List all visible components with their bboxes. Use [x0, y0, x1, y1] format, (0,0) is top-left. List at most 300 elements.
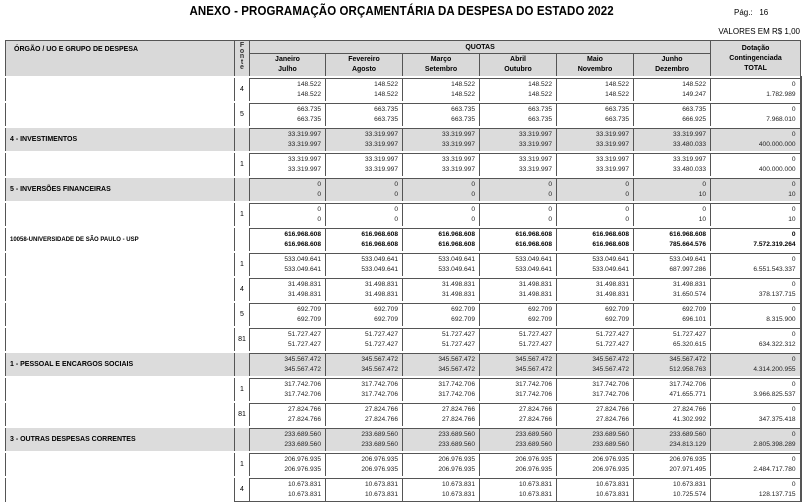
quota-value-second-half: 687.997.286: [669, 265, 707, 273]
quota-cell: [250, 327, 326, 352]
quota-value-first-half: 33.319.997: [287, 130, 321, 138]
quota-cell: [326, 477, 403, 502]
quota-cell: [326, 327, 403, 352]
fonte-row: [6, 452, 801, 477]
expense-group-row: [6, 352, 801, 377]
quota-value-first-half: 27.824.766: [441, 405, 475, 413]
quota-value-second-half: 10.725.574: [673, 490, 707, 498]
month-second-half: Agosto: [351, 66, 377, 73]
fonte-row: [6, 277, 801, 302]
quota-cell: [250, 427, 326, 452]
quota-value-second-half: 692.709: [605, 315, 629, 323]
row-label: [6, 102, 235, 127]
quota-value-second-half: 31.498.831: [518, 290, 552, 298]
fonte-code: 81: [235, 327, 250, 352]
page-number-value: 16: [759, 8, 769, 17]
quota-cell: [634, 352, 711, 377]
contingenciada-value: 0: [791, 305, 796, 313]
quota-cell: [634, 177, 711, 202]
quota-value-second-half: 51.727.427: [364, 340, 398, 348]
quota-value-second-half: 31.498.831: [364, 290, 398, 298]
total-cell: [711, 427, 801, 452]
quota-value-second-half: 33.319.997: [595, 140, 629, 148]
row-label: 1 - PESSOAL E ENCARGOS SOCIAIS: [6, 352, 235, 377]
row-label: [6, 302, 235, 327]
quota-value-second-half: 512.958.763: [669, 365, 707, 373]
fonte-letter: e: [240, 64, 244, 71]
quota-value-first-half: 10.673.831: [595, 480, 629, 488]
quota-value-second-half: 233.689.560: [361, 440, 398, 448]
quota-value-second-half: 148.522: [605, 90, 629, 98]
row-label: [6, 327, 235, 352]
quota-value-second-half: 33.319.997: [441, 140, 475, 148]
quota-cell: [634, 202, 711, 227]
quota-value-second-half: 317.742.706: [592, 390, 629, 398]
total-cell: [711, 127, 801, 152]
quota-value-second-half: 148.522: [297, 90, 321, 98]
quota-cell: [480, 427, 557, 452]
contingenciada-value: 0: [791, 80, 796, 88]
units-note: VALORES EM R$ 1,00: [718, 27, 800, 36]
quota-value-first-half: 33.319.997: [595, 130, 629, 138]
expense-group-row: [6, 427, 801, 452]
quota-value-first-half: 206.976.935: [592, 455, 629, 463]
quota-value-second-half: 10.673.831: [441, 490, 475, 498]
column-header-month: [480, 54, 557, 78]
column-header-month: [557, 54, 634, 78]
quota-value-first-half: 233.689.560: [515, 430, 552, 438]
quota-value-first-half: 33.319.997: [673, 155, 707, 163]
month-first-half: Fevereiro: [348, 56, 380, 63]
fonte-code: 1: [235, 252, 250, 277]
quota-cell: [480, 127, 557, 152]
quota-value-first-half: 533.049.641: [515, 255, 552, 263]
quota-value-first-half: 345.567.472: [361, 355, 398, 363]
quota-cell: [557, 427, 634, 452]
quota-cell: [250, 202, 326, 227]
quota-cell: [634, 127, 711, 152]
quota-value-second-half: 33.480.033: [673, 165, 707, 173]
quota-cell: [480, 77, 557, 102]
fonte-row: [6, 152, 801, 177]
total-value: 634.322.312: [758, 340, 796, 348]
total-cell: [711, 102, 801, 127]
quota-value-second-half: 345.567.472: [438, 365, 475, 373]
quota-value-second-half: 33.480.033: [673, 140, 707, 148]
quota-cell: [403, 352, 480, 377]
month-second-half: Julho: [278, 66, 297, 73]
quota-value-first-half: 27.824.766: [364, 405, 398, 413]
quota-value-second-half: 206.976.935: [515, 465, 552, 473]
quota-cell: [557, 452, 634, 477]
quota-cell: [250, 77, 326, 102]
quota-value-first-half: 33.319.997: [595, 155, 629, 163]
quota-value-second-half: 0: [317, 215, 321, 223]
quota-value-second-half: 0: [548, 215, 552, 223]
contingenciada-value: 0: [791, 280, 796, 288]
quota-cell: [403, 377, 480, 402]
quota-cell: [326, 102, 403, 127]
contingenciada-value: 0: [791, 480, 796, 488]
contingenciada-value: 0: [791, 230, 796, 238]
quota-value-first-half: 27.824.766: [673, 405, 707, 413]
quota-cell: [250, 227, 326, 252]
quota-cell: [557, 77, 634, 102]
quota-value-first-half: 533.049.641: [669, 255, 707, 263]
quota-value-second-half: 533.049.641: [515, 265, 552, 273]
quota-value-first-half: 663.735: [528, 105, 552, 113]
quota-cell: [403, 477, 480, 502]
quota-value-first-half: 0: [702, 205, 707, 213]
quota-value-second-half: 27.824.766: [287, 415, 321, 423]
quota-value-second-half: 33.319.997: [364, 165, 398, 173]
quota-value-first-half: 692.709: [451, 305, 475, 313]
row-label: [6, 377, 235, 402]
total-value: 400.000.000: [758, 165, 796, 173]
quota-value-first-half: 31.498.831: [595, 280, 629, 288]
document-title-text: ANEXO - PROGRAMAÇÃO ORÇAMENTÁRIA DA DESPESA DO ESTADO 2022: [189, 4, 615, 18]
total-cell: [711, 277, 801, 302]
total-cell: [711, 302, 801, 327]
quota-cell: [634, 452, 711, 477]
quota-cell: [403, 127, 480, 152]
contingenciada-value: 0: [791, 130, 796, 138]
quota-value-first-half: 0: [471, 205, 475, 213]
quota-cell: [634, 252, 711, 277]
quota-value-second-half: 663.735: [297, 115, 321, 123]
quota-cell: [557, 152, 634, 177]
expense-group-row: [6, 127, 801, 152]
total-value: 128.137.715: [758, 490, 796, 498]
quota-value-first-half: 0: [317, 205, 321, 213]
unit-row: [6, 227, 801, 252]
contingenciada-value: 0: [791, 205, 796, 213]
quota-value-second-half: 149.247: [682, 90, 707, 98]
quota-value-first-half: 0: [394, 180, 398, 188]
total-cell: [711, 377, 801, 402]
quota-cell: [480, 477, 557, 502]
total-cell: [711, 227, 801, 252]
quota-value-first-half: 31.498.831: [673, 280, 707, 288]
quota-cell: [250, 177, 326, 202]
total-cell: [711, 202, 801, 227]
quota-value-second-half: 616.968.608: [515, 240, 552, 248]
quota-value-second-half: 206.976.935: [592, 465, 629, 473]
quota-value-second-half: 345.567.472: [592, 365, 629, 373]
total-value: 4.314.200.955: [753, 365, 796, 373]
quota-value-first-half: 0: [548, 180, 552, 188]
row-label: 5 - INVERSÕES FINANCEIRAS: [6, 177, 235, 202]
contingenciada-value: 0: [791, 330, 796, 338]
quota-value-second-half: 616.968.608: [284, 240, 321, 248]
quota-value-second-half: 692.709: [451, 315, 475, 323]
quota-value-second-half: 206.976.935: [361, 465, 398, 473]
total-header-line1: Dotação: [741, 44, 770, 52]
total-cell: [711, 477, 801, 502]
quota-value-second-half: 41.302.992: [673, 415, 707, 423]
quota-cell: [634, 277, 711, 302]
quota-cell: [403, 102, 480, 127]
column-header-month: [326, 54, 403, 78]
quota-value-first-half: 148.522: [297, 80, 321, 88]
row-label: [6, 277, 235, 302]
fonte-row: [6, 377, 801, 402]
quota-value-first-half: 616.968.608: [284, 230, 321, 238]
fonte-code: [235, 127, 250, 152]
quota-cell: [403, 452, 480, 477]
quota-value-second-half: 51.727.427: [595, 340, 629, 348]
quota-cell: [557, 277, 634, 302]
quota-value-first-half: 345.567.472: [438, 355, 475, 363]
quota-cell: [480, 202, 557, 227]
quota-value-first-half: 0: [625, 205, 629, 213]
quota-value-first-half: 31.498.831: [441, 280, 475, 288]
quota-value-first-half: 0: [471, 180, 475, 188]
quota-value-first-half: 533.049.641: [284, 255, 321, 263]
row-label: [6, 152, 235, 177]
contingenciada-value: 0: [791, 405, 796, 413]
quota-value-first-half: 692.709: [605, 305, 629, 313]
quota-cell: [250, 127, 326, 152]
quota-value-second-half: 533.049.641: [592, 265, 629, 273]
contingenciada-value: 0: [791, 380, 796, 388]
fonte-code: [235, 177, 250, 202]
quota-value-second-half: 345.567.472: [361, 365, 398, 373]
quota-cell: [250, 377, 326, 402]
quota-value-second-half: 10.673.831: [595, 490, 629, 498]
quota-value-first-half: 10.673.831: [673, 480, 707, 488]
quota-value-second-half: 33.319.997: [441, 165, 475, 173]
quota-value-second-half: 666.925: [682, 115, 707, 123]
total-value: 347.375.418: [758, 415, 796, 423]
fonte-code: 4: [235, 77, 250, 102]
fonte-row: [6, 102, 801, 127]
quota-cell: [557, 302, 634, 327]
month-second-half: Outubro: [504, 66, 532, 73]
row-label: [6, 77, 235, 102]
quota-value-second-half: 533.049.641: [284, 265, 321, 273]
quota-value-first-half: 148.522: [528, 80, 552, 88]
quota-value-second-half: 31.498.831: [595, 290, 629, 298]
quota-value-second-half: 663.735: [374, 115, 398, 123]
quota-value-second-half: 317.742.706: [284, 390, 321, 398]
quota-cell: [250, 277, 326, 302]
expense-group-row: [6, 177, 801, 202]
quota-value-first-half: 33.319.997: [441, 155, 475, 163]
quota-cell: [326, 152, 403, 177]
quota-value-second-half: 148.522: [528, 90, 552, 98]
quota-value-first-half: 663.735: [682, 105, 707, 113]
quota-value-first-half: 0: [702, 180, 707, 188]
quota-value-second-half: 317.742.706: [361, 390, 398, 398]
quota-value-first-half: 317.742.706: [361, 380, 398, 388]
quota-cell: [480, 327, 557, 352]
row-label: 10058-UNIVERSIDADE DE SÃO PAULO - USP: [6, 227, 235, 252]
quota-cell: [250, 302, 326, 327]
quota-value-first-half: 51.727.427: [287, 330, 321, 338]
contingenciada-value: 0: [791, 455, 796, 463]
quota-value-first-half: 692.709: [374, 305, 398, 313]
quota-value-first-half: 33.319.997: [518, 155, 552, 163]
contingenciada-value: 0: [791, 180, 796, 188]
quota-value-second-half: 27.824.766: [518, 415, 552, 423]
month-second-half: Novembro: [577, 66, 613, 73]
quota-cell: [403, 277, 480, 302]
quota-value-first-half: 31.498.831: [518, 280, 552, 288]
fonte-code: 1: [235, 202, 250, 227]
quota-value-second-half: 33.319.997: [518, 140, 552, 148]
quota-value-first-half: 33.319.997: [287, 155, 321, 163]
quota-value-first-half: 31.498.831: [364, 280, 398, 288]
month-second-half: Dezembro: [655, 66, 689, 73]
quota-cell: [634, 327, 711, 352]
row-label: 4 - INVESTIMENTOS: [6, 127, 235, 152]
quota-value-first-half: 692.709: [682, 305, 707, 313]
quota-cell: [250, 477, 326, 502]
quota-cell: [326, 277, 403, 302]
quota-value-second-half: 616.968.608: [592, 240, 629, 248]
quota-value-second-half: 51.727.427: [287, 340, 321, 348]
quota-cell: [480, 277, 557, 302]
quota-value-second-half: 533.049.641: [361, 265, 398, 273]
quota-value-second-half: 148.522: [451, 90, 475, 98]
fonte-row: [6, 252, 801, 277]
total-cell: [711, 402, 801, 427]
quota-cell: [326, 177, 403, 202]
quota-value-second-half: 692.709: [374, 315, 398, 323]
quota-cell: [480, 302, 557, 327]
total-cell: [711, 327, 801, 352]
quota-value-second-half: 0: [394, 215, 398, 223]
quota-value-first-half: 51.727.427: [518, 330, 552, 338]
quota-cell: [403, 327, 480, 352]
contingenciada-value: 0: [791, 105, 796, 113]
quota-value-second-half: 51.727.427: [518, 340, 552, 348]
budget-table: [5, 40, 802, 502]
quota-value-first-half: 51.727.427: [595, 330, 629, 338]
quota-value-first-half: 663.735: [374, 105, 398, 113]
quota-value-second-half: 33.319.997: [364, 140, 398, 148]
quota-cell: [634, 227, 711, 252]
total-header-line3: TOTAL: [744, 64, 767, 72]
quota-value-second-half: 317.742.706: [515, 390, 552, 398]
quota-value-first-half: 317.742.706: [592, 380, 629, 388]
quota-value-first-half: 0: [625, 180, 629, 188]
quota-value-second-half: 345.567.472: [284, 365, 321, 373]
quota-value-first-half: 148.522: [451, 80, 475, 88]
quota-value-first-half: 10.673.831: [287, 480, 321, 488]
quota-cell: [326, 427, 403, 452]
contingenciada-value: 0: [791, 155, 796, 163]
total-value: 10: [788, 215, 796, 223]
month-first-half: Junho: [661, 56, 683, 63]
quota-value-first-half: 27.824.766: [518, 405, 552, 413]
quota-value-first-half: 0: [317, 180, 321, 188]
fonte-code: 4: [235, 277, 250, 302]
total-value: 8.315.900: [766, 315, 796, 323]
quota-value-first-half: 233.689.560: [669, 430, 707, 438]
quota-cell: [480, 452, 557, 477]
row-label: [6, 477, 235, 502]
quota-value-second-half: 33.319.997: [518, 165, 552, 173]
quota-cell: [557, 327, 634, 352]
quota-cell: [403, 77, 480, 102]
fonte-code: 1: [235, 452, 250, 477]
quota-value-first-half: 692.709: [297, 305, 321, 313]
quota-value-first-half: 233.689.560: [284, 430, 321, 438]
quota-value-first-half: 233.689.560: [438, 430, 475, 438]
quota-value-first-half: 10.673.831: [441, 480, 475, 488]
quota-value-first-half: 10.673.831: [518, 480, 552, 488]
quota-value-second-half: 10: [698, 190, 707, 198]
quota-value-second-half: 234.813.129: [669, 440, 707, 448]
quota-cell: [480, 402, 557, 427]
total-cell: [711, 252, 801, 277]
quota-cell: [326, 352, 403, 377]
fonte-code: 5: [235, 302, 250, 327]
fonte-code: [235, 352, 250, 377]
quota-value-second-half: 31.650.574: [673, 290, 707, 298]
quota-value-second-half: 10.673.831: [287, 490, 321, 498]
quota-cell: [403, 202, 480, 227]
column-header-month: [403, 54, 480, 78]
quota-cell: [480, 377, 557, 402]
month-second-half: Setembro: [424, 66, 458, 73]
quota-cell: [634, 77, 711, 102]
quota-cell: [480, 102, 557, 127]
quota-cell: [403, 152, 480, 177]
quota-cell: [557, 202, 634, 227]
quota-value-second-half: 616.968.608: [438, 240, 475, 248]
column-header-quotas: QUOTAS: [250, 41, 711, 54]
quota-value-first-half: 663.735: [451, 105, 475, 113]
quota-cell: [557, 102, 634, 127]
quota-cell: [634, 152, 711, 177]
fonte-code: 1: [235, 377, 250, 402]
quota-value-first-half: 27.824.766: [595, 405, 629, 413]
quota-value-first-half: 533.049.641: [361, 255, 398, 263]
quota-value-first-half: 533.049.641: [592, 255, 629, 263]
quota-value-second-half: 233.689.560: [515, 440, 552, 448]
fonte-code: [235, 227, 250, 252]
quota-cell: [480, 152, 557, 177]
quota-value-second-half: 10.673.831: [518, 490, 552, 498]
total-value: 400.000.000: [758, 140, 796, 148]
quota-value-first-half: 0: [394, 205, 398, 213]
quota-value-second-half: 663.735: [605, 115, 629, 123]
quota-value-first-half: 616.968.608: [669, 230, 707, 238]
quota-value-first-half: 616.968.608: [361, 230, 398, 238]
column-header-fonte: [235, 41, 250, 78]
total-value: 7.572.319.264: [753, 240, 796, 248]
quota-cell: [326, 127, 403, 152]
total-value: 378.137.715: [758, 290, 796, 298]
total-cell: [711, 452, 801, 477]
quota-cell: [480, 352, 557, 377]
quota-cell: [326, 402, 403, 427]
quota-cell: [326, 377, 403, 402]
total-value: 1.782.989: [766, 90, 796, 98]
fonte-letter: n: [239, 53, 245, 60]
quota-value-second-half: 27.824.766: [364, 415, 398, 423]
total-value: 2.484.717.780: [753, 465, 796, 473]
quota-value-first-half: 663.735: [605, 105, 629, 113]
total-value: 3.966.825.537: [753, 390, 796, 398]
fonte-row: [6, 327, 801, 352]
quota-cell: [480, 177, 557, 202]
quota-value-second-half: 51.727.427: [441, 340, 475, 348]
quota-value-first-half: 345.567.472: [592, 355, 629, 363]
